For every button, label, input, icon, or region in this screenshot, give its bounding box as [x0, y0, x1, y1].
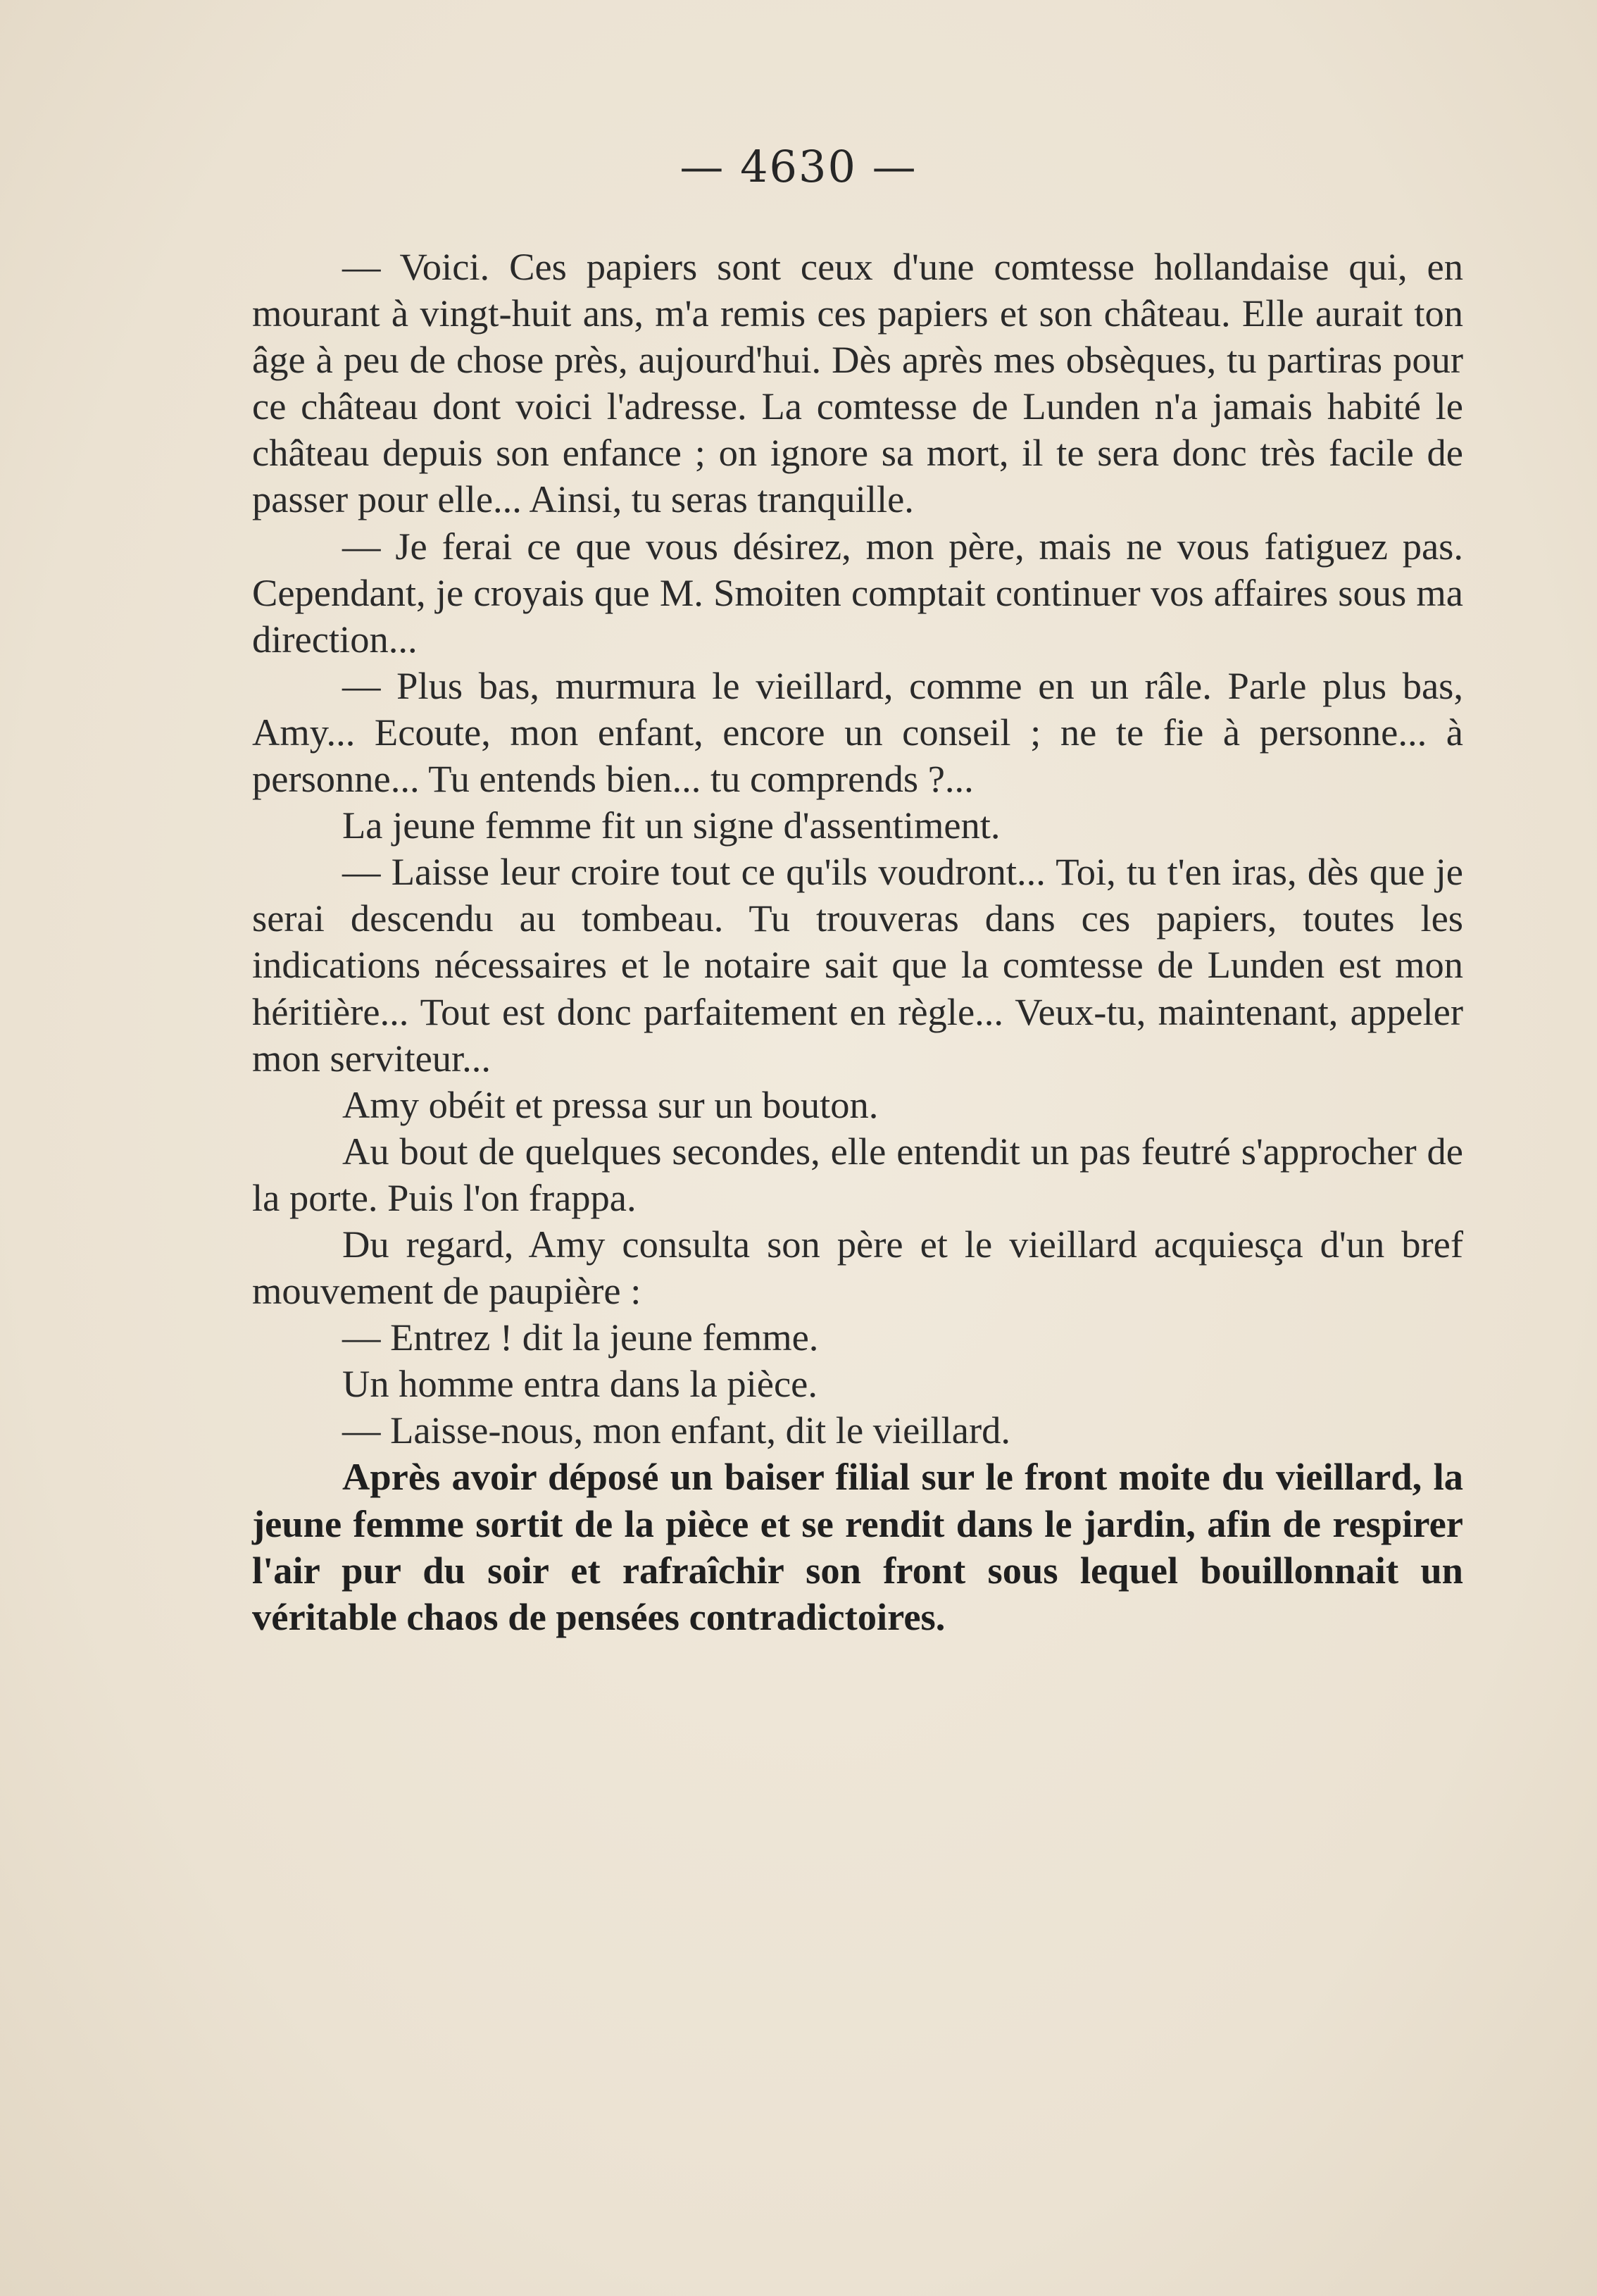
paragraph-4: La jeune femme fit un signe d'assentiment.	[342, 804, 1001, 847]
paragraph-6: Amy obéit et pressa sur un bouton.	[342, 1083, 879, 1126]
paragraph-9: — Entrez ! dit la jeune femme.	[342, 1316, 819, 1359]
paragraph-10: Un homme entra dans la pièce.	[342, 1362, 818, 1406]
page-body	[252, 244, 1463, 1640]
paragraph-2: — Je ferai ce que vous désirez, mon père, mais ne vous fatiguez pas. Cependant, je croyais que M. Smoiten comptait continuer vos affaires sous ma direction...	[252, 524, 1463, 661]
paragraph-3: — Plus bas, murmura le vieillard, comme en un râle. Parle plus bas, Amy... Ecoute, mon enfant, encore un conseil ; ne te fie à personne... à personne... Tu entends bien... tu comprends ?...	[252, 663, 1463, 801]
paragraph-12: Après avoir déposé un baiser filial sur le front moite du vieillard, la jeune femme sortit de la pièce et se rendit dans le jardin, afin de respirer l'air pur du soir et rafraîchir son front sous lequel bouillonnait un véritable chaos de pensées contradictoires.	[252, 1455, 1463, 1638]
paragraph-8: Du regard, Amy consulta son père et le vieillard acquiesça d'un bref mouvement de paupière :	[252, 1222, 1463, 1313]
paragraph-7: Au bout de quelques secondes, elle entendit un pas feutré s'approcher de la porte. Puis l'on frappa.	[252, 1129, 1463, 1219]
paragraph-5: — Laisse leur croire tout ce qu'ils voudront... Toi, tu t'en iras, dès que je serai descendu au tombeau. Tu trouveras dans ces papiers, toutes les indications nécessaires et le notaire sait que la comtesse de Lunden est mon héritière... Tout est donc parfaitement en règle... Veux-tu, maintenant, appeler mon serviteur...	[252, 850, 1463, 1080]
page-number: — 4630 —	[679, 141, 918, 192]
paragraph-1: — Voici. Ces papiers sont ceux d'une comtesse hollandaise qui, en mourant à vingt-huit ans, m'a remis ces papiers et son château. Elle aurait ton âge à peu de chose près, aujourd'hui. Dès après mes obsèques, tu partiras pour ce château dont voici l'adresse. La comtesse de Lunden n'a jamais habité le château depuis son enfance ; on ignore sa mort, il te sera donc très facile de passer pour elle... Ainsi, tu seras tranquille.	[252, 245, 1463, 521]
paragraph-11: — Laisse-nous, mon enfant, dit le vieillard.	[342, 1409, 1010, 1452]
